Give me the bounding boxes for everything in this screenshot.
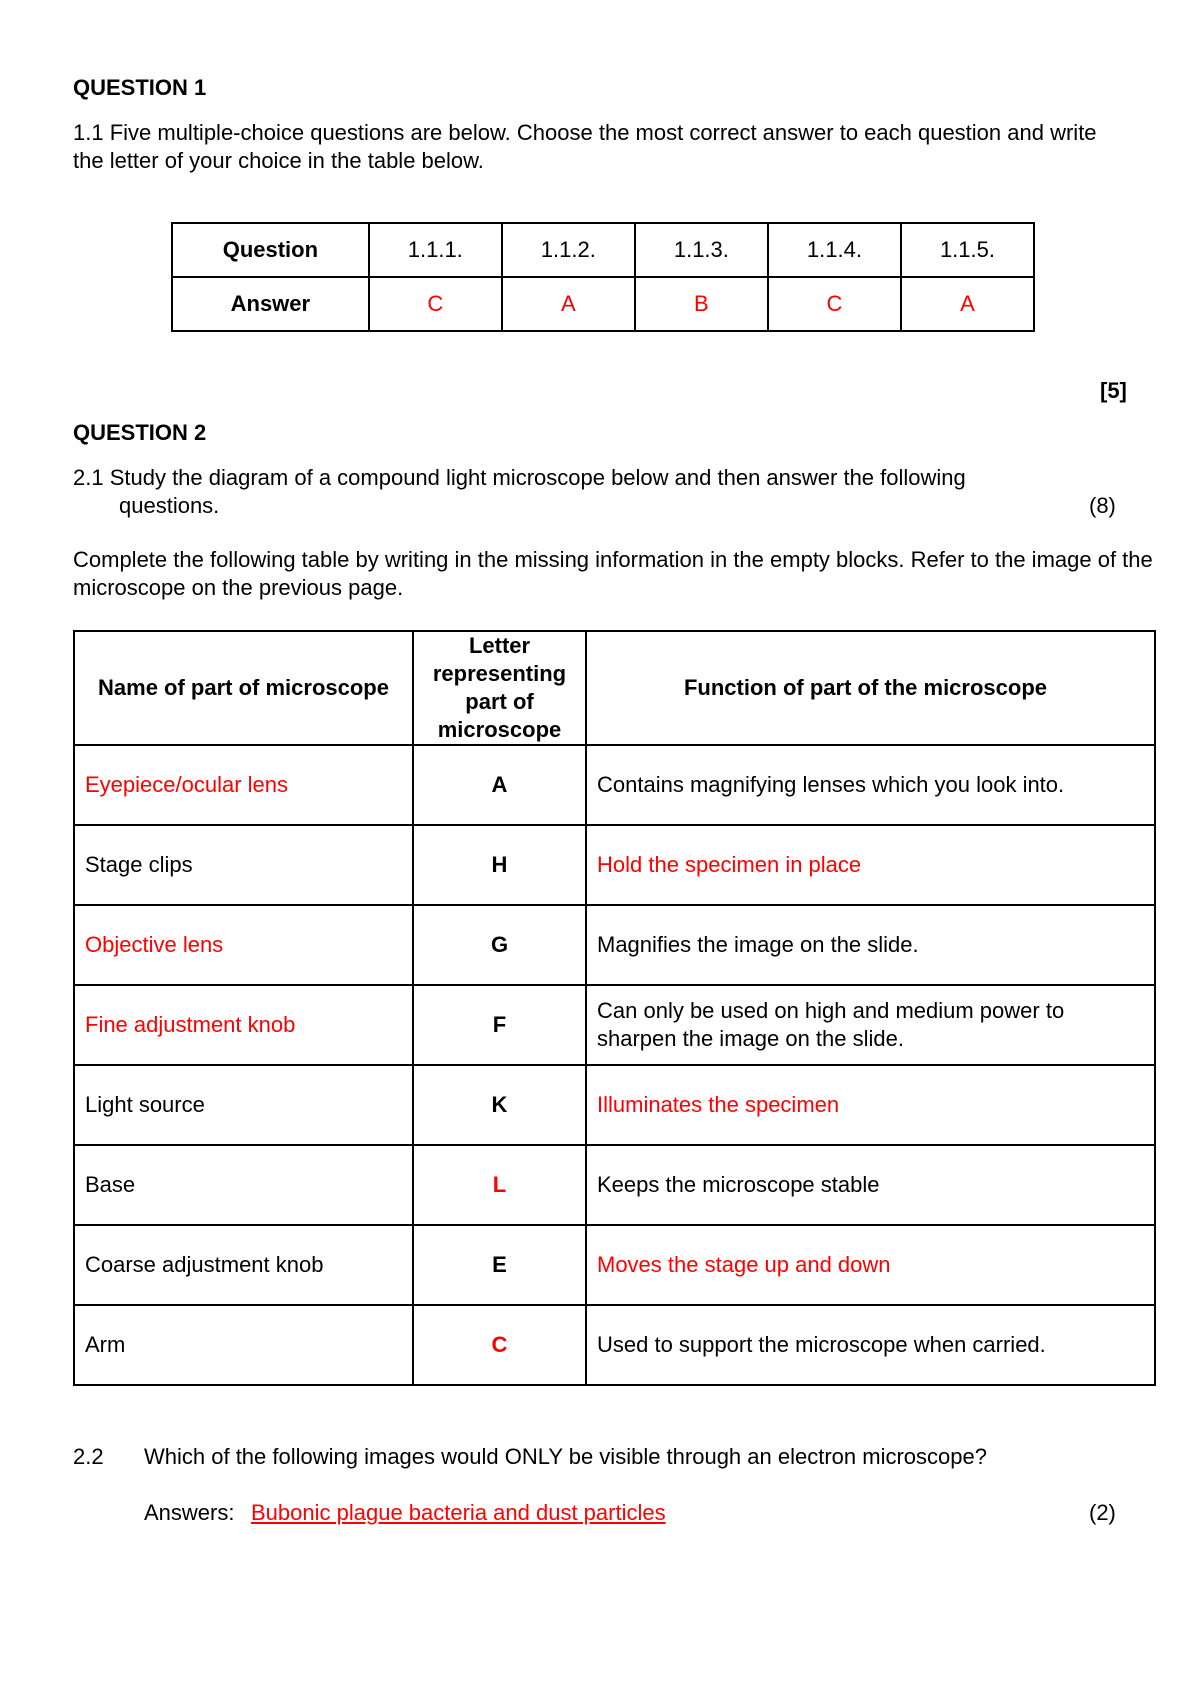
question-1-marks: [5] <box>1100 378 1127 403</box>
part-function-cell: Hold the specimen in place <box>586 825 1155 905</box>
part-letter-cell: F <box>413 985 586 1065</box>
microscope-parts-table <box>73 630 1156 1386</box>
question-number-cell: 1.1.5. <box>901 223 1034 277</box>
question-1-1-instructions: 1.1 Five multiple-choice questions are below. Choose the most correct answer to each question and write the letter of your choice in the table below. <box>73 120 1097 173</box>
part-function-cell: Magnifies the image on the slide. <box>586 905 1155 985</box>
part-name-cell: Base <box>74 1145 413 1225</box>
header-function: Function of part of the microscope <box>586 631 1155 745</box>
part-letter-cell: A <box>413 745 586 825</box>
table-header-row <box>74 631 1155 745</box>
part-function-cell: Keeps the microscope stable <box>586 1145 1155 1225</box>
question-number-cell: 1.1.1. <box>369 223 502 277</box>
part-function-cell: Contains magnifying lenses which you look into. <box>586 745 1155 825</box>
table-row <box>74 905 1155 985</box>
header-part-name: Name of part of microscope <box>74 631 413 745</box>
question-number-cell: 1.1.2. <box>502 223 635 277</box>
question-2-2-marks: (2) <box>1089 1500 1116 1525</box>
question-2-2-answer-value: Bubonic plague bacteria and dust particles <box>251 1500 666 1525</box>
question-2-1-marks: (8) <box>1089 493 1116 518</box>
part-name-cell: Fine adjustment knob <box>74 985 413 1065</box>
question-2-2-number: 2.2 <box>73 1444 104 1469</box>
question-2-2-text: Which of the following images would ONLY be visible through an electron microscope? <box>144 1444 987 1469</box>
answer-cell: A <box>502 277 635 331</box>
part-function-cell: Used to support the microscope when carried. <box>586 1305 1155 1385</box>
question-2-title: QUESTION 2 <box>73 420 207 445</box>
mcq-answer-table <box>171 222 1035 332</box>
question-number-cell: 1.1.3. <box>635 223 768 277</box>
part-name-cell: Coarse adjustment knob <box>74 1225 413 1305</box>
part-letter-cell: L <box>413 1145 586 1225</box>
part-letter-cell: C <box>413 1305 586 1385</box>
question-2-1-text: 2.1 Study the diagram of a compound light microscope below and then answer the following <box>73 465 966 490</box>
part-letter-cell: K <box>413 1065 586 1145</box>
part-function-cell: Illuminates the specimen <box>586 1065 1155 1145</box>
part-letter-cell: E <box>413 1225 586 1305</box>
part-name-cell: Eyepiece/ocular lens <box>74 745 413 825</box>
answer-cell: C <box>369 277 502 331</box>
question-1-title: QUESTION 1 <box>73 75 207 100</box>
table-row <box>74 1065 1155 1145</box>
part-name-cell: Stage clips <box>74 825 413 905</box>
part-function-cell: Can only be used on high and medium power to sharpen the image on the slide. <box>586 985 1155 1065</box>
row-header-question: Question <box>172 223 369 277</box>
header-letter: Letter representing part of microscope <box>413 631 586 745</box>
part-letter-cell: H <box>413 825 586 905</box>
answer-cell: C <box>768 277 901 331</box>
answer-cell: A <box>901 277 1034 331</box>
table-row <box>74 1145 1155 1225</box>
part-name-cell: Light source <box>74 1065 413 1145</box>
part-name-cell: Objective lens <box>74 905 413 985</box>
answer-cell: B <box>635 277 768 331</box>
question-2-1-text-continued: questions. <box>119 493 220 518</box>
table-row <box>74 825 1155 905</box>
question-2-2-answer-label: Answers: <box>144 1500 235 1525</box>
table-row <box>74 985 1155 1065</box>
table-row <box>74 1305 1155 1385</box>
answer-row <box>172 277 1034 331</box>
table-row <box>74 1225 1155 1305</box>
question-row <box>172 223 1034 277</box>
row-header-answer: Answer <box>172 277 369 331</box>
table-row <box>74 745 1155 825</box>
part-letter-cell: G <box>413 905 586 985</box>
question-number-cell: 1.1.4. <box>768 223 901 277</box>
part-name-cell: Arm <box>74 1305 413 1385</box>
question-2-1-instructions: Complete the following table by writing in the missing information in the empty blocks. Refer to the image of the microscope on the previous page. <box>73 547 1153 600</box>
part-function-cell: Moves the stage up and down <box>586 1225 1155 1305</box>
